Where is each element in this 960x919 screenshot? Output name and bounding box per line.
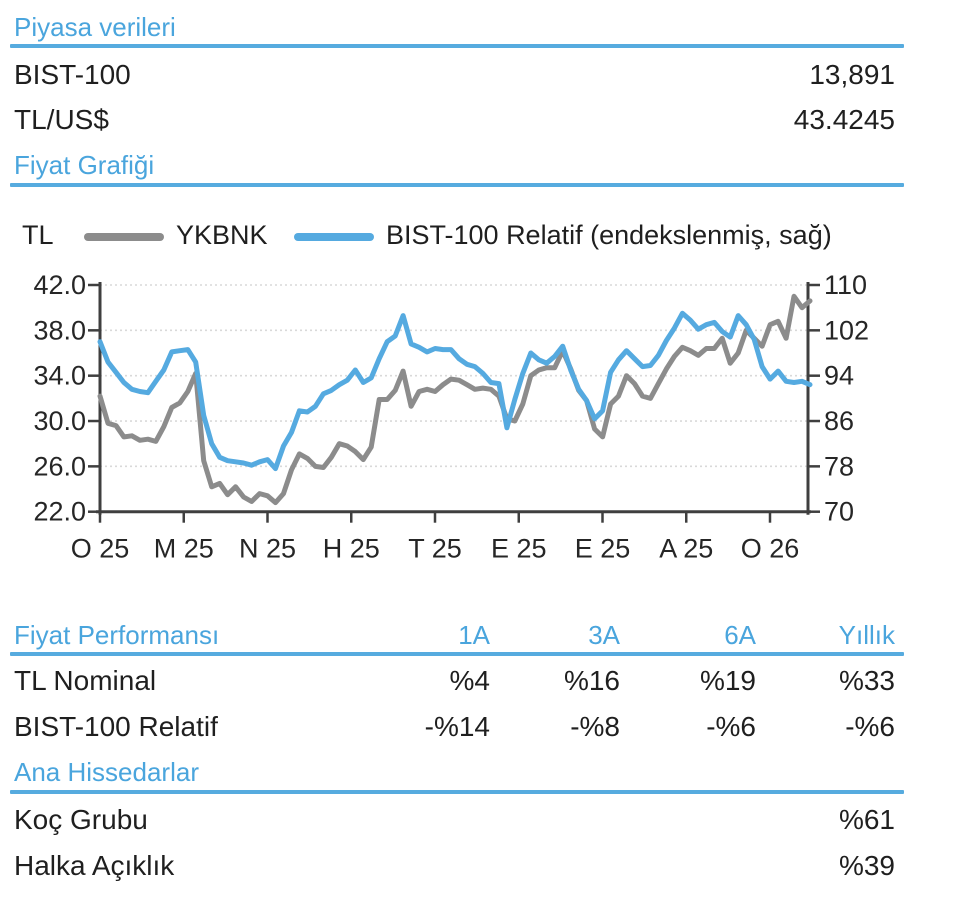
market-row-label: TL/US$ — [14, 104, 109, 135]
market-row-label: BIST-100 — [14, 59, 131, 90]
performance-value-6a: %19 — [699, 665, 756, 696]
column-header: 3A — [588, 620, 620, 650]
performance-row-label: BIST-100 Relatif — [14, 711, 218, 742]
column-header: 1A — [458, 620, 490, 650]
legend-swatch-ykbnk — [84, 233, 164, 241]
right-axis-label: 102 — [824, 315, 870, 346]
x-axis-label: E 25 — [574, 533, 631, 564]
x-axis-label: N 25 — [238, 533, 297, 564]
section-title-performance: Fiyat Performansı — [14, 620, 220, 650]
performance-value-yillik: %33 — [838, 665, 895, 696]
section-rule — [10, 183, 904, 187]
x-axis-label: E 25 — [490, 533, 547, 564]
table-row — [0, 665, 960, 697]
section-rule — [10, 790, 904, 794]
shareholder-value: %39 — [838, 850, 895, 881]
section-title-market-data: Piyasa verileri — [14, 12, 176, 42]
performance-value-1a: -%14 — [424, 711, 490, 742]
column-header: Yıllık — [838, 620, 895, 650]
x-axis-label: O 26 — [740, 533, 800, 564]
section-rule — [10, 652, 904, 656]
performance-value-yillik: -%6 — [845, 711, 895, 742]
performance-value-1a: %4 — [449, 665, 490, 696]
market-row-value: 13,891 — [809, 59, 895, 90]
left-axis-label: 42.0 — [33, 270, 86, 300]
legend-label-bist100-relatif: BIST-100 Relatif (endekslenmiş, sağ) — [386, 220, 832, 250]
shareholder-value: %61 — [838, 804, 895, 835]
x-axis-label: H 25 — [322, 533, 380, 564]
shareholder-label: Halka Açıklık — [14, 850, 175, 881]
performance-value-3a: %16 — [563, 665, 620, 696]
right-axis-label: 70 — [824, 496, 855, 527]
left-axis-label: 26.0 — [33, 451, 86, 482]
table-row — [0, 59, 960, 91]
section-title-price-chart: Fiyat Grafiği — [14, 150, 155, 180]
shareholder-label: Koç Grubu — [14, 804, 148, 835]
left-axis-label: 22.0 — [33, 496, 86, 527]
column-header: 6A — [724, 620, 756, 650]
market-row-value: 43.4245 — [793, 104, 895, 135]
left-axis-label: 30.0 — [33, 406, 86, 437]
x-axis-label: O 25 — [70, 533, 130, 564]
right-axis-label: 94 — [824, 360, 855, 391]
left-axis-label: 38.0 — [33, 315, 86, 346]
table-row — [0, 711, 960, 743]
right-axis-label: 78 — [824, 451, 855, 482]
series-line-bist-100-relatif-endekslenmi-sa — [100, 313, 810, 468]
x-axis-label: T 25 — [408, 533, 462, 564]
table-row — [0, 804, 960, 836]
section-title-shareholders: Ana Hissedarlar — [14, 757, 199, 787]
performance-value-6a: -%6 — [706, 711, 756, 742]
right-axis-label: 86 — [824, 406, 855, 437]
performance-header-row — [0, 619, 960, 651]
table-row — [0, 104, 960, 136]
axis-unit-label: TL — [22, 220, 54, 250]
section-rule — [10, 44, 904, 48]
legend-swatch-bist100-relatif — [294, 233, 374, 241]
table-row — [0, 850, 960, 882]
x-axis-label: M 25 — [153, 533, 214, 564]
performance-value-3a: -%8 — [570, 711, 620, 742]
legend-label-ykbnk: YKBNK — [176, 220, 268, 250]
left-axis-label: 34.0 — [33, 360, 86, 391]
right-axis-label: 110 — [824, 270, 868, 300]
x-axis-label: A 25 — [659, 533, 714, 564]
performance-row-label: TL Nominal — [14, 665, 157, 696]
